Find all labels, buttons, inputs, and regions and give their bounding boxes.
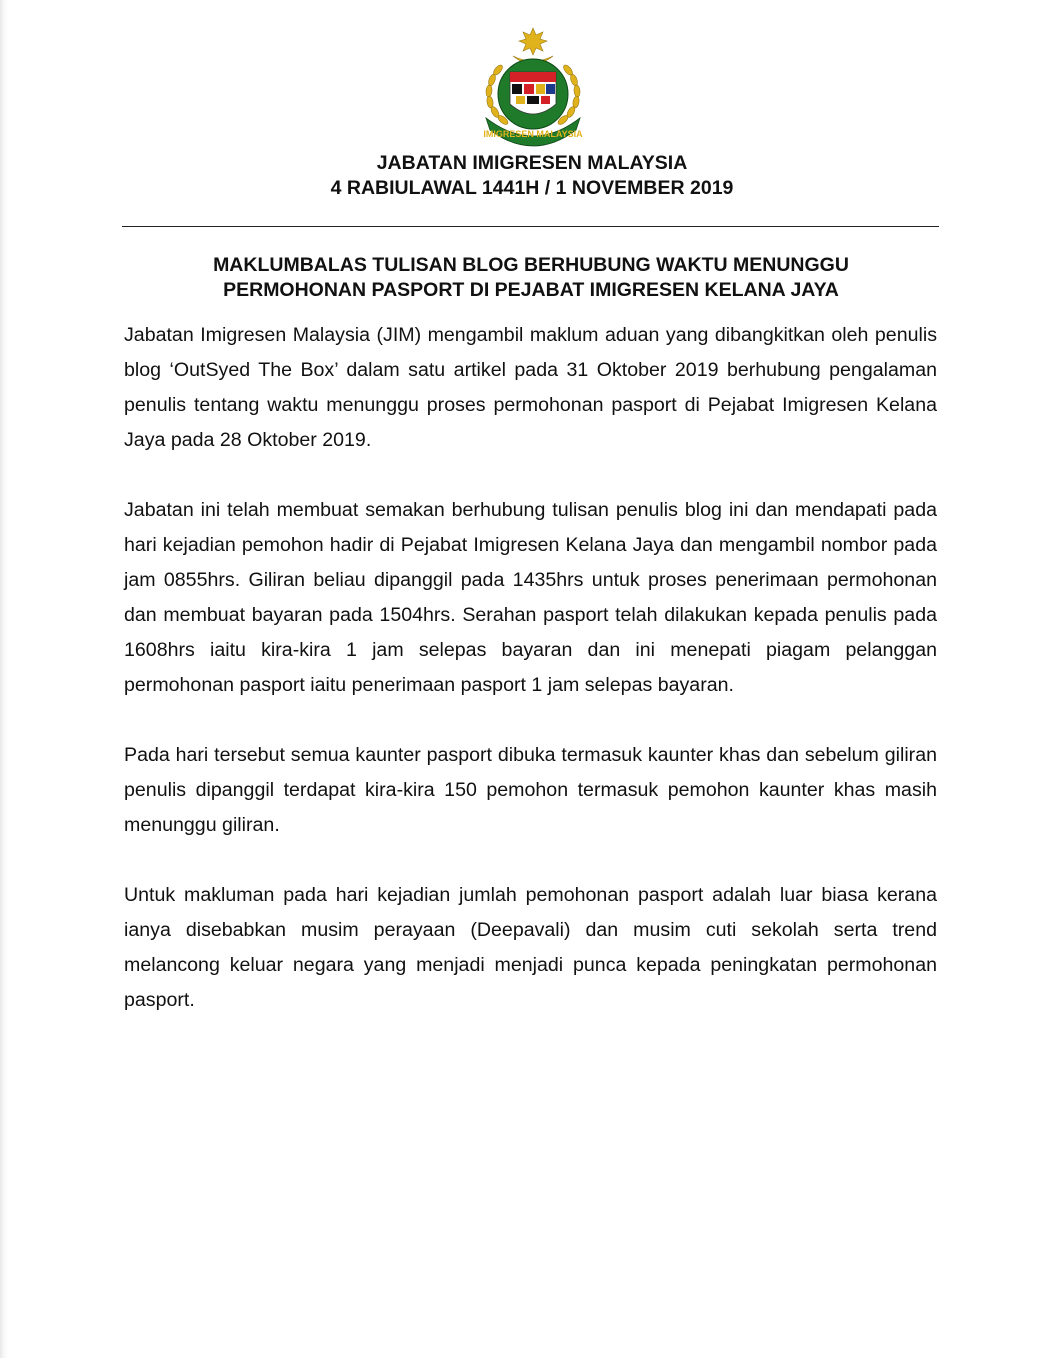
paragraph-4: Untuk makluman pada hari kejadian jumlah pemohonan pasport adalah luar biasa kerana ianya disebabkan musim perayaan (Deepavali) dan musim cuti sekolah serta trend melancong keluar negara yang menjadi menjadi punca kepada peningkatan permohonan pasport.: [124, 884, 937, 1011]
subject-line-2: PERMOHONAN PASPORT DI PEJABAT IMIGRESEN KELANA JAYA: [223, 279, 839, 301]
paragraph-1: Jabatan Imigresen Malaysia (JIM) mengambil maklum aduan yang dibangkitkan oleh penulis blog ‘OutSyed The Box’ dalam satu artikel pada 31 Oktober 2019 berhubung pengalaman penulis tentang waktu menunggu proses permohonan pasport di Pejabat Imigresen Kelana Jaya pada 28 Oktober 2019.: [124, 324, 937, 451]
paragraph-2: Jabatan ini telah membuat semakan berhubung tulisan penulis blog ini dan mendapati pada hari kejadian pemohon hadir di Pejabat Imigresen Kelana Jaya dan mengambil nombor pada jam 0855hrs. Giliran beliau dipanggil pada 1435hrs untuk proses penerimaan permohonan dan membuat bayaran pada 1504hrs. Serahan pasport telah dilakukan kepada penulis pada 1608hrs iaitu kira-kira 1 jam selepas bayaran dan ini menepati piagam pelanggan permohonan pasport iaitu penerimaan pasport 1 jam selepas bayaran.: [124, 499, 937, 696]
crest-banner-text: IMIGRESEN MALAYSIA: [483, 129, 583, 139]
document-header: [0, 151, 1055, 201]
star-icon: [519, 28, 547, 55]
document-date: 4 RABIULAWAL 1441H / 1 NOVEMBER 2019: [330, 177, 734, 199]
organization-name: JABATAN IMIGRESEN MALAYSIA: [376, 152, 688, 174]
header-divider: [122, 226, 939, 227]
subject-heading: [120, 253, 942, 303]
page-edge-shadow: [0, 0, 8, 1358]
document-body: [124, 318, 937, 1053]
paragraph-3: Pada hari tersebut semua kaunter pasport dibuka termasuk kaunter khas dan sebelum giliran penulis dipanggil terdapat kira-kira 150 pemohon termasuk pemohon kaunter khas masih menunggu giliran.: [124, 744, 937, 836]
crest-icon: [468, 26, 598, 148]
subject-line-1: MAKLUMBALAS TULISAN BLOG BERHUBUNG WAKTU MENUNGGU: [213, 254, 849, 276]
crest-logo: [458, 26, 608, 148]
